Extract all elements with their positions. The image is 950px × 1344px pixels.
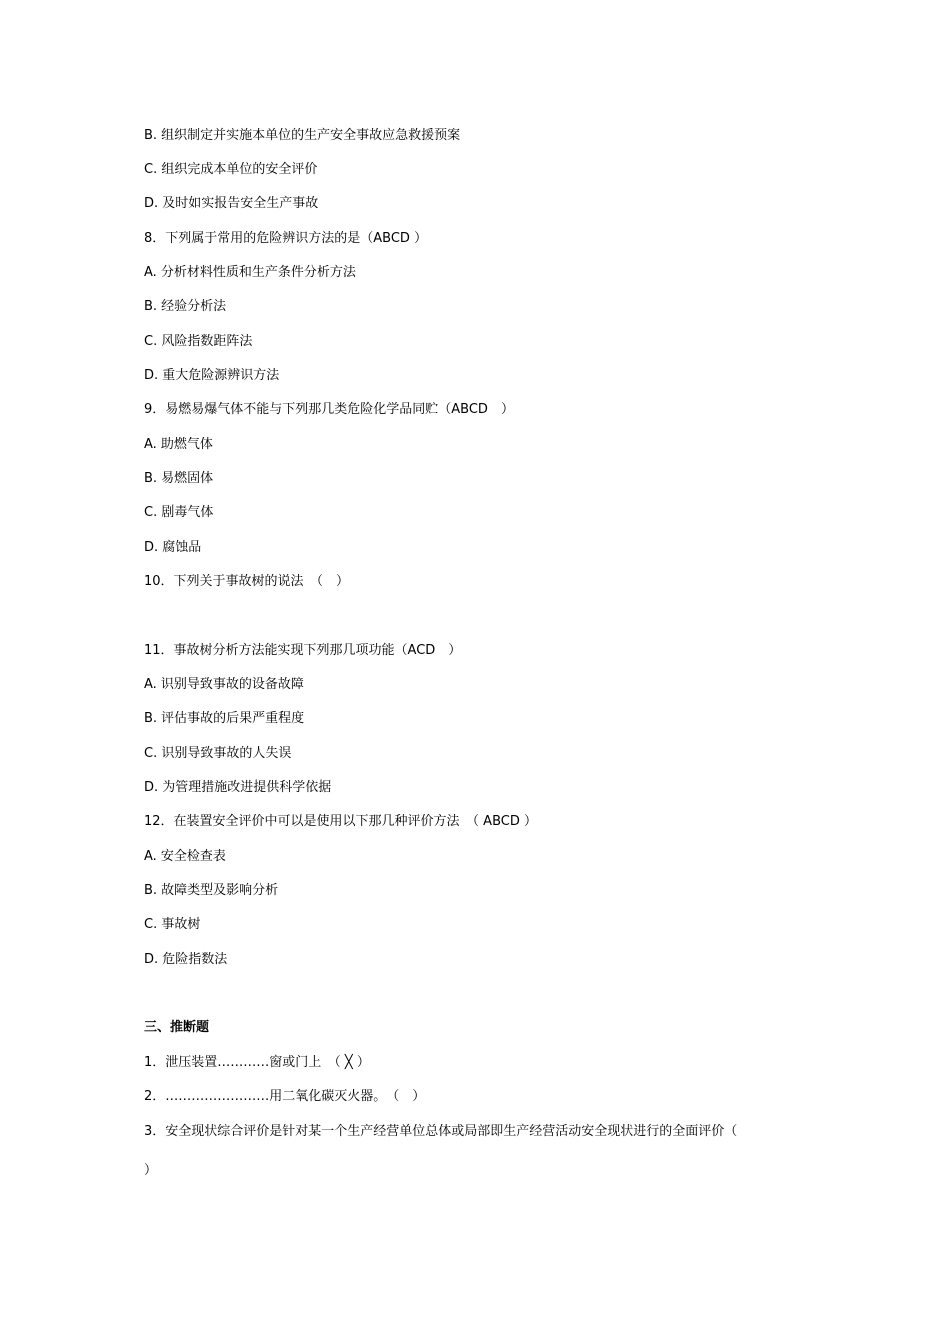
- option-9b: B. 易燃固体: [144, 471, 214, 486]
- option-11a: A. 识别导致事故的设备故障: [144, 677, 304, 692]
- judgment-2: 2．……………………用二氧化碳灭火器。 （ ）: [144, 1089, 426, 1104]
- option-8b: B. 经验分析法: [144, 299, 227, 314]
- option-12a: A. 安全检查表: [144, 849, 226, 864]
- option-12c: C. 事故树: [144, 917, 201, 932]
- judgment-3: 3．安全现状综合评价是针对某一个生产经营单位总体或局部即生产经营活动安全现状进行的全面评价（: [144, 1124, 738, 1139]
- option-11b: B. 评估事故的后果严重程度: [144, 711, 305, 726]
- option-8d: D. 重大危险源辨识方法: [144, 368, 280, 383]
- option-11c: C. 识别导致事故的人失误: [144, 746, 292, 761]
- option-12b: B. 故障类型及影响分析: [144, 883, 279, 898]
- option-7c: C. 组织完成本单位的安全评价: [144, 162, 318, 177]
- option-9c: C. 剧毒气体: [144, 505, 214, 520]
- question-11: 11．事故树分析方法能实现下列那几项功能（ACD ）: [144, 643, 462, 658]
- option-9a: A. 助燃气体: [144, 437, 213, 452]
- section-heading-judgment: 三、推断题: [144, 1020, 210, 1035]
- judgment-1: 1．泄压装置…………窗或门上 （ ╳ ）: [144, 1055, 370, 1070]
- option-7d: D. 及时如实报告安全生产事故: [144, 196, 319, 211]
- question-10: 10．下列关于事故树的说法 （ ）: [144, 574, 350, 589]
- question-9: 9．易燃易爆气体不能与下列那几类危险化学品同贮（ABCD ）: [144, 402, 514, 417]
- option-7b: B. 组织制定并实施本单位的生产安全事故应急救援预案: [144, 128, 461, 143]
- question-8: 8．下列属于常用的危险辨识方法的是（ABCD ）: [144, 231, 428, 246]
- option-9d: D. 腐蚀品: [144, 540, 202, 555]
- option-11d: D. 为管理措施改进提供科学依据: [144, 780, 332, 795]
- judgment-3-continuation: ）: [144, 1163, 158, 1178]
- option-8a: A. 分析材料性质和生产条件分析方法: [144, 265, 356, 280]
- option-12d: D. 危险指数法: [144, 952, 228, 967]
- option-8c: C. 风险指数距阵法: [144, 334, 253, 349]
- question-12: 12．在装置安全评价中可以是使用以下那几种评价方法 （ ABCD ）: [144, 814, 537, 829]
